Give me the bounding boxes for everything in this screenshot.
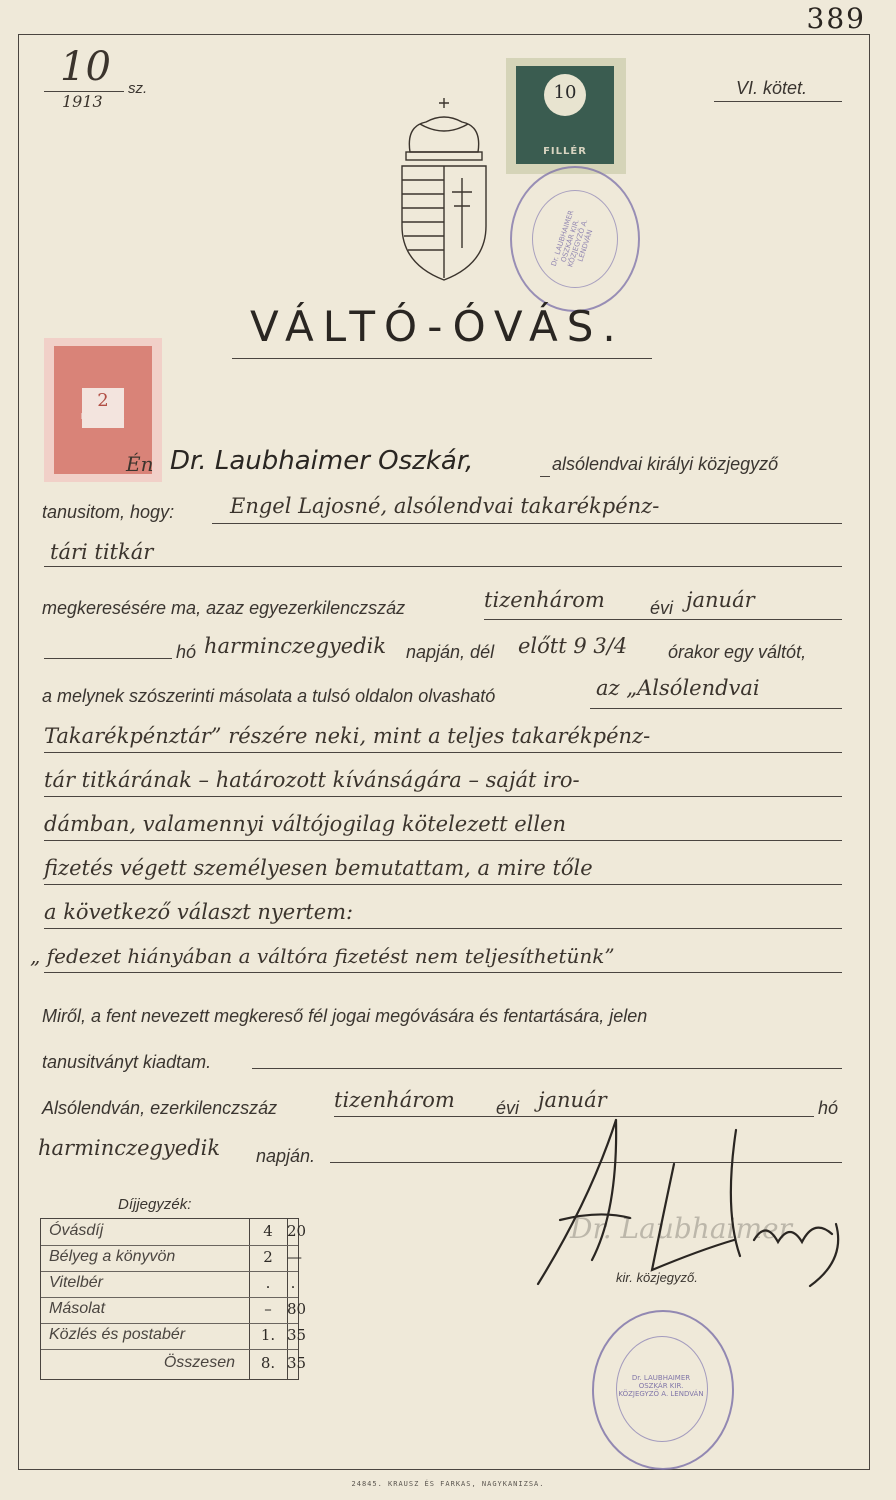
notary-seal-bottom-text: Dr. LAUBHAIMER OSZKÁR KIR. KÖZJEGYZŐ A. LENDVÁN xyxy=(618,1374,704,1398)
body-day-words: harminczegyedik xyxy=(204,634,387,658)
body-hand-en: Én xyxy=(126,452,154,476)
rule xyxy=(212,523,842,524)
body-evi: évi xyxy=(650,598,674,618)
rule xyxy=(44,884,842,885)
body-hand-line-9: dámban, valamennyi váltójogilag kötelezett ellen xyxy=(44,812,567,836)
body-place-date: Alsólendván, ezerkilenczszáz xyxy=(42,1098,278,1118)
fee-stamp-value: 10 xyxy=(553,82,577,103)
notary-signature-text: Dr. Laubhaimer xyxy=(570,1212,792,1245)
rule xyxy=(590,708,842,709)
body-request-date-a: megkeresésére ma, azaz egyezerkilenczszáz xyxy=(42,598,406,618)
body-place-napjan: napján. xyxy=(256,1146,316,1166)
sz-label: sz. xyxy=(128,80,148,97)
document-year: 1913 xyxy=(62,92,103,111)
body-masolata: a melynek szószerinti másolata a tulsó oldalon olvasható xyxy=(42,686,496,706)
fee-amount-b: 80 xyxy=(287,1300,307,1318)
notary-signature xyxy=(520,1100,860,1290)
body-year-words: tizenhárom xyxy=(484,588,605,612)
fee-amount-b: 20 xyxy=(287,1222,307,1240)
fee-total-a: 8. xyxy=(260,1354,276,1372)
fee-row xyxy=(41,1245,302,1272)
title-underline xyxy=(232,358,652,359)
rule xyxy=(44,566,842,567)
volume-underline xyxy=(714,101,842,102)
rule xyxy=(44,658,172,659)
body-hand-line-7: Takarékpénztár” részére neki, mint a teljes takarékpénz- xyxy=(44,724,651,748)
fee-amount-b: . xyxy=(290,1274,296,1292)
document-title: VÁLTÓ-ÓVÁS. xyxy=(250,302,625,351)
fee-amount-b: — xyxy=(287,1248,302,1266)
body-month: január xyxy=(686,588,755,612)
rule xyxy=(44,972,842,973)
document-number: 10 xyxy=(60,44,111,90)
body-place-ho: hó xyxy=(818,1098,839,1118)
coat-of-arms-icon xyxy=(396,94,492,284)
body-bank-name-a: az „Alsólendvai xyxy=(596,676,760,700)
fee-label: Vitelbér xyxy=(49,1274,103,1291)
body-requester-title: tári titkár xyxy=(50,540,154,564)
body-place-day: harminczegyedik xyxy=(38,1136,221,1160)
body-place-year: tizenhárom xyxy=(334,1088,455,1112)
fee-row xyxy=(41,1271,298,1298)
notary-seal-text: Dr. LAUBHAIMER OSZKÁR KIR. KÖZJEGYZŐ A. LENDVÁN xyxy=(549,209,595,269)
body-mirol: Miről, a fent nevezett megkereső fél jogai megóvására és fentartására, jelen xyxy=(42,1006,648,1026)
fee-amount-a: 2 xyxy=(263,1248,273,1266)
body-kiadtam: tanusitványt kiadtam. xyxy=(42,1052,212,1072)
rule xyxy=(44,840,842,841)
body-reply-quote: „ fedezet hiányában a váltóra fizetést nem teljesíthetünk” xyxy=(30,944,615,968)
notary-name: Dr. Laubhaimer Oszkár, xyxy=(170,446,474,476)
body-hand-line-11: a következő választ nyertem: xyxy=(44,900,354,924)
fee-amount-b: 35 xyxy=(287,1326,307,1344)
revenue-stamp-unit: KORONA xyxy=(80,412,126,421)
fee-amount-a: . xyxy=(265,1274,271,1292)
fee-amount-a: – xyxy=(264,1300,272,1318)
fee-total-label: Összesen xyxy=(163,1354,235,1371)
body-ho: hó xyxy=(176,642,197,662)
fee-amount-a: 4 xyxy=(263,1222,273,1240)
rule xyxy=(540,476,550,477)
body-requester: Engel Lajosné, alsólendvai takarékpénz- xyxy=(230,494,660,518)
fee-label: Óvásdíj xyxy=(49,1222,104,1239)
body-time: előtt 9 3/4 xyxy=(518,634,628,658)
volume-label: VI. kötet. xyxy=(736,78,808,98)
fee-label: Közlés és postabér xyxy=(49,1326,186,1343)
body-hand-line-8: tár titkárának – határozott kívánságára – saját iro- xyxy=(44,768,580,792)
body-orakor: órakor egy váltót, xyxy=(668,642,807,662)
notary-office: alsólendvai királyi közjegyző xyxy=(552,454,779,474)
body-napjan-del: napján, dél xyxy=(406,642,495,662)
body-tanusitom: tanusitom, hogy: xyxy=(42,502,175,522)
rule xyxy=(44,928,842,929)
body-hand-line-10: fizetés végett személyesen bemutattam, a mire tőle xyxy=(44,856,593,880)
fee-row xyxy=(41,1297,307,1324)
fees-table xyxy=(40,1218,307,1380)
rule xyxy=(252,1068,842,1069)
revenue-stamp-value: 2 xyxy=(97,390,109,411)
fees-heading: Díjjegyzék: xyxy=(118,1196,192,1213)
fee-label: Bélyeg a könyvön xyxy=(49,1248,176,1265)
notary-signature-title: kir. közjegyző. xyxy=(616,1270,698,1285)
body-place-evi: évi xyxy=(496,1098,520,1118)
rule xyxy=(44,752,842,753)
fee-total-b: 35 xyxy=(287,1354,307,1372)
fee-row xyxy=(41,1219,307,1246)
body-place-month: január xyxy=(538,1088,607,1112)
fee-stamp-unit: FILLÉR xyxy=(543,146,587,157)
fee-label: Másolat xyxy=(49,1300,106,1317)
rule xyxy=(484,619,842,620)
rule xyxy=(44,796,842,797)
printer-footer: 24845. KRAUSZ ÉS FARKAS, NAGYKANIZSA. xyxy=(351,1480,545,1488)
page-number: 389 xyxy=(806,2,866,35)
fee-total-row xyxy=(41,1351,307,1377)
fee-amount-a: 1. xyxy=(260,1326,276,1344)
fee-row xyxy=(41,1323,307,1350)
